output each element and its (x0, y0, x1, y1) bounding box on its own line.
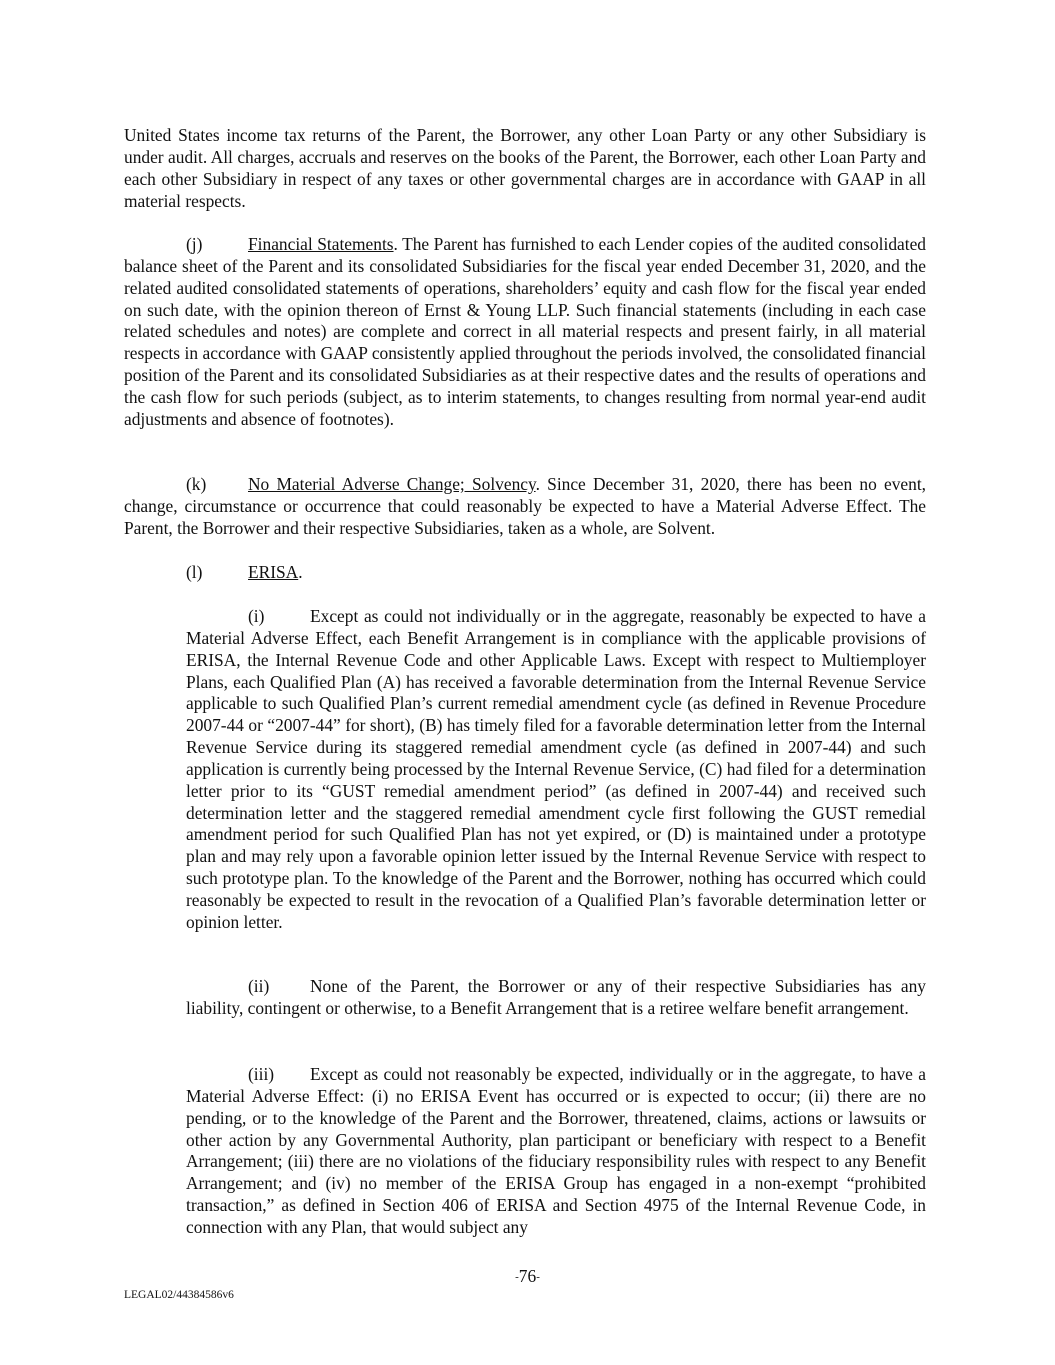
sub-iii-label: (iii) (248, 1064, 275, 1084)
page-number-value: 76 (518, 1266, 537, 1286)
section-k-label: (k) (186, 474, 207, 494)
section-l-sub-i-paragraph (186, 606, 926, 934)
section-k-heading: No Material Adverse Change; Solvency (248, 474, 536, 494)
section-j-paragraph (124, 234, 926, 431)
page-number: -76- (515, 1266, 540, 1286)
sub-ii-label: (ii) (248, 976, 270, 996)
section-l-sub-iii-paragraph (186, 1064, 926, 1239)
section-l-label: (l) (186, 562, 203, 582)
section-j-heading: Financial Statements (248, 234, 394, 254)
sub-i-label: (i) (248, 606, 265, 626)
sub-i-text: Except as could not individually or in the aggregate, reasonably be expected to have a Material Adverse Effect, each Benefit Arrangement is in compliance with the applicable provisions of ERISA, the Internal Revenue Code and other Applicable Laws. Except with respect to Multiemployer Plans, each Qualified Plan (A) has received a favorable determination from the Internal Revenue Service applicable to such Qualified Plan’s current remedial amendment cycle (as defined in Revenue Procedure 2007-44 or “2007-44” for short), (B) has timely filed for a favorable determination letter from the Internal Revenue Service during its staggered remedial amendment cycle (as defined in 2007-44) and such application is currently being processed by the Internal Revenue Service, (C) had filed for a determination letter prior to its “GUST remedial amendment period” (as defined in 2007-44) and received such determination letter and the staggered remedial amendment cycle first following the GUST remedial amendment period for such Qualified Plan has not yet expired, or (D) is maintained under a prototype plan and may rely upon a favorable opinion letter issued by the Internal Revenue Service with respect to such prototype plan. To the knowledge of the Parent and the Borrower, nothing has occurred which could reasonably be expected to result in the revocation of a Qualified Plan’s favorable determination letter or opinion letter. (186, 606, 926, 932)
section-l-sub-ii-paragraph (186, 976, 926, 1020)
sub-iii-text: Except as could not reasonably be expected, individually or in the aggregate, to have a Material Adverse Effect: (i) no ERISA Event has occurred or is expected to occur; (ii) there are no pending, or to the knowledge of the Parent and the Borrower, threatened, claims, actions or lawsuits or other action by any Governmental Authority, plan participant or beneficiary with respect to a Benefit Arrangement; (iii) there are no violations of the fiduciary responsibility rules with respect to any Benefit Arrangement; and (iv) no member of the ERISA Group has engaged in a non-exempt “prohibited transaction,” as defined in Section 406 of ERISA and Section 4975 of the Internal Revenue Code, in connection with any Plan, that would subject any (186, 1064, 926, 1237)
section-l-heading: ERISA (248, 562, 299, 582)
intro-paragraph (124, 125, 926, 212)
document-id: LEGAL02/44384586v6 (124, 1289, 234, 1301)
section-l-heading-line (124, 562, 926, 584)
section-l-heading-suffix: . (298, 562, 303, 582)
intro-text: United States income tax returns of the Parent, the Borrower, any other Loan Party or any other Subsidiary is under audit. All charges, accruals and reserves on the books of the Parent, the Borrower, each other Loan Party and each other Subsidiary in respect of any taxes or other governmental charges are in accordance with GAAP in all material respects. (124, 125, 926, 211)
section-k-text: . Since December 31, 2020, there has been no event, change, circumstance or occurrence that could reasonably be expected to have a Material Adverse Effect. The Parent, the Borrower and their respective Subsidiaries, taken as a whole, are Solvent. (124, 474, 927, 538)
section-j-text: . The Parent has furnished to each Lender copies of the audited consolidated balance sheet of the Parent and its consolidated Subsidiaries for the fiscal year ended December 31, 2020, and the related audited consolidated statements of operations, shareholders’ equity and cash flow for the fiscal year ended on such date, with the opinion thereon of Ernst & Young LLP. Such financial statements (including in each case related schedules and notes) are complete and correct in all material respects and present fairly, in all material respects in accordance with GAAP consistently applied throughout the periods involved, the consolidated financial position of the Parent and its consolidated Subsidiaries as at their respective dates and the results of operations and the cash flow for such periods (subject, as to interim statements, to changes resulting from normal year-end audit adjustments and absence of footnotes). (124, 234, 926, 429)
section-k-paragraph (124, 474, 926, 540)
section-j-label: (j) (186, 234, 203, 254)
sub-ii-text: None of the Parent, the Borrower or any of their respective Subsidiaries has any liability, contingent or otherwise, to a Benefit Arrangement that is a retiree welfare benefit arrangement. (186, 976, 926, 1018)
